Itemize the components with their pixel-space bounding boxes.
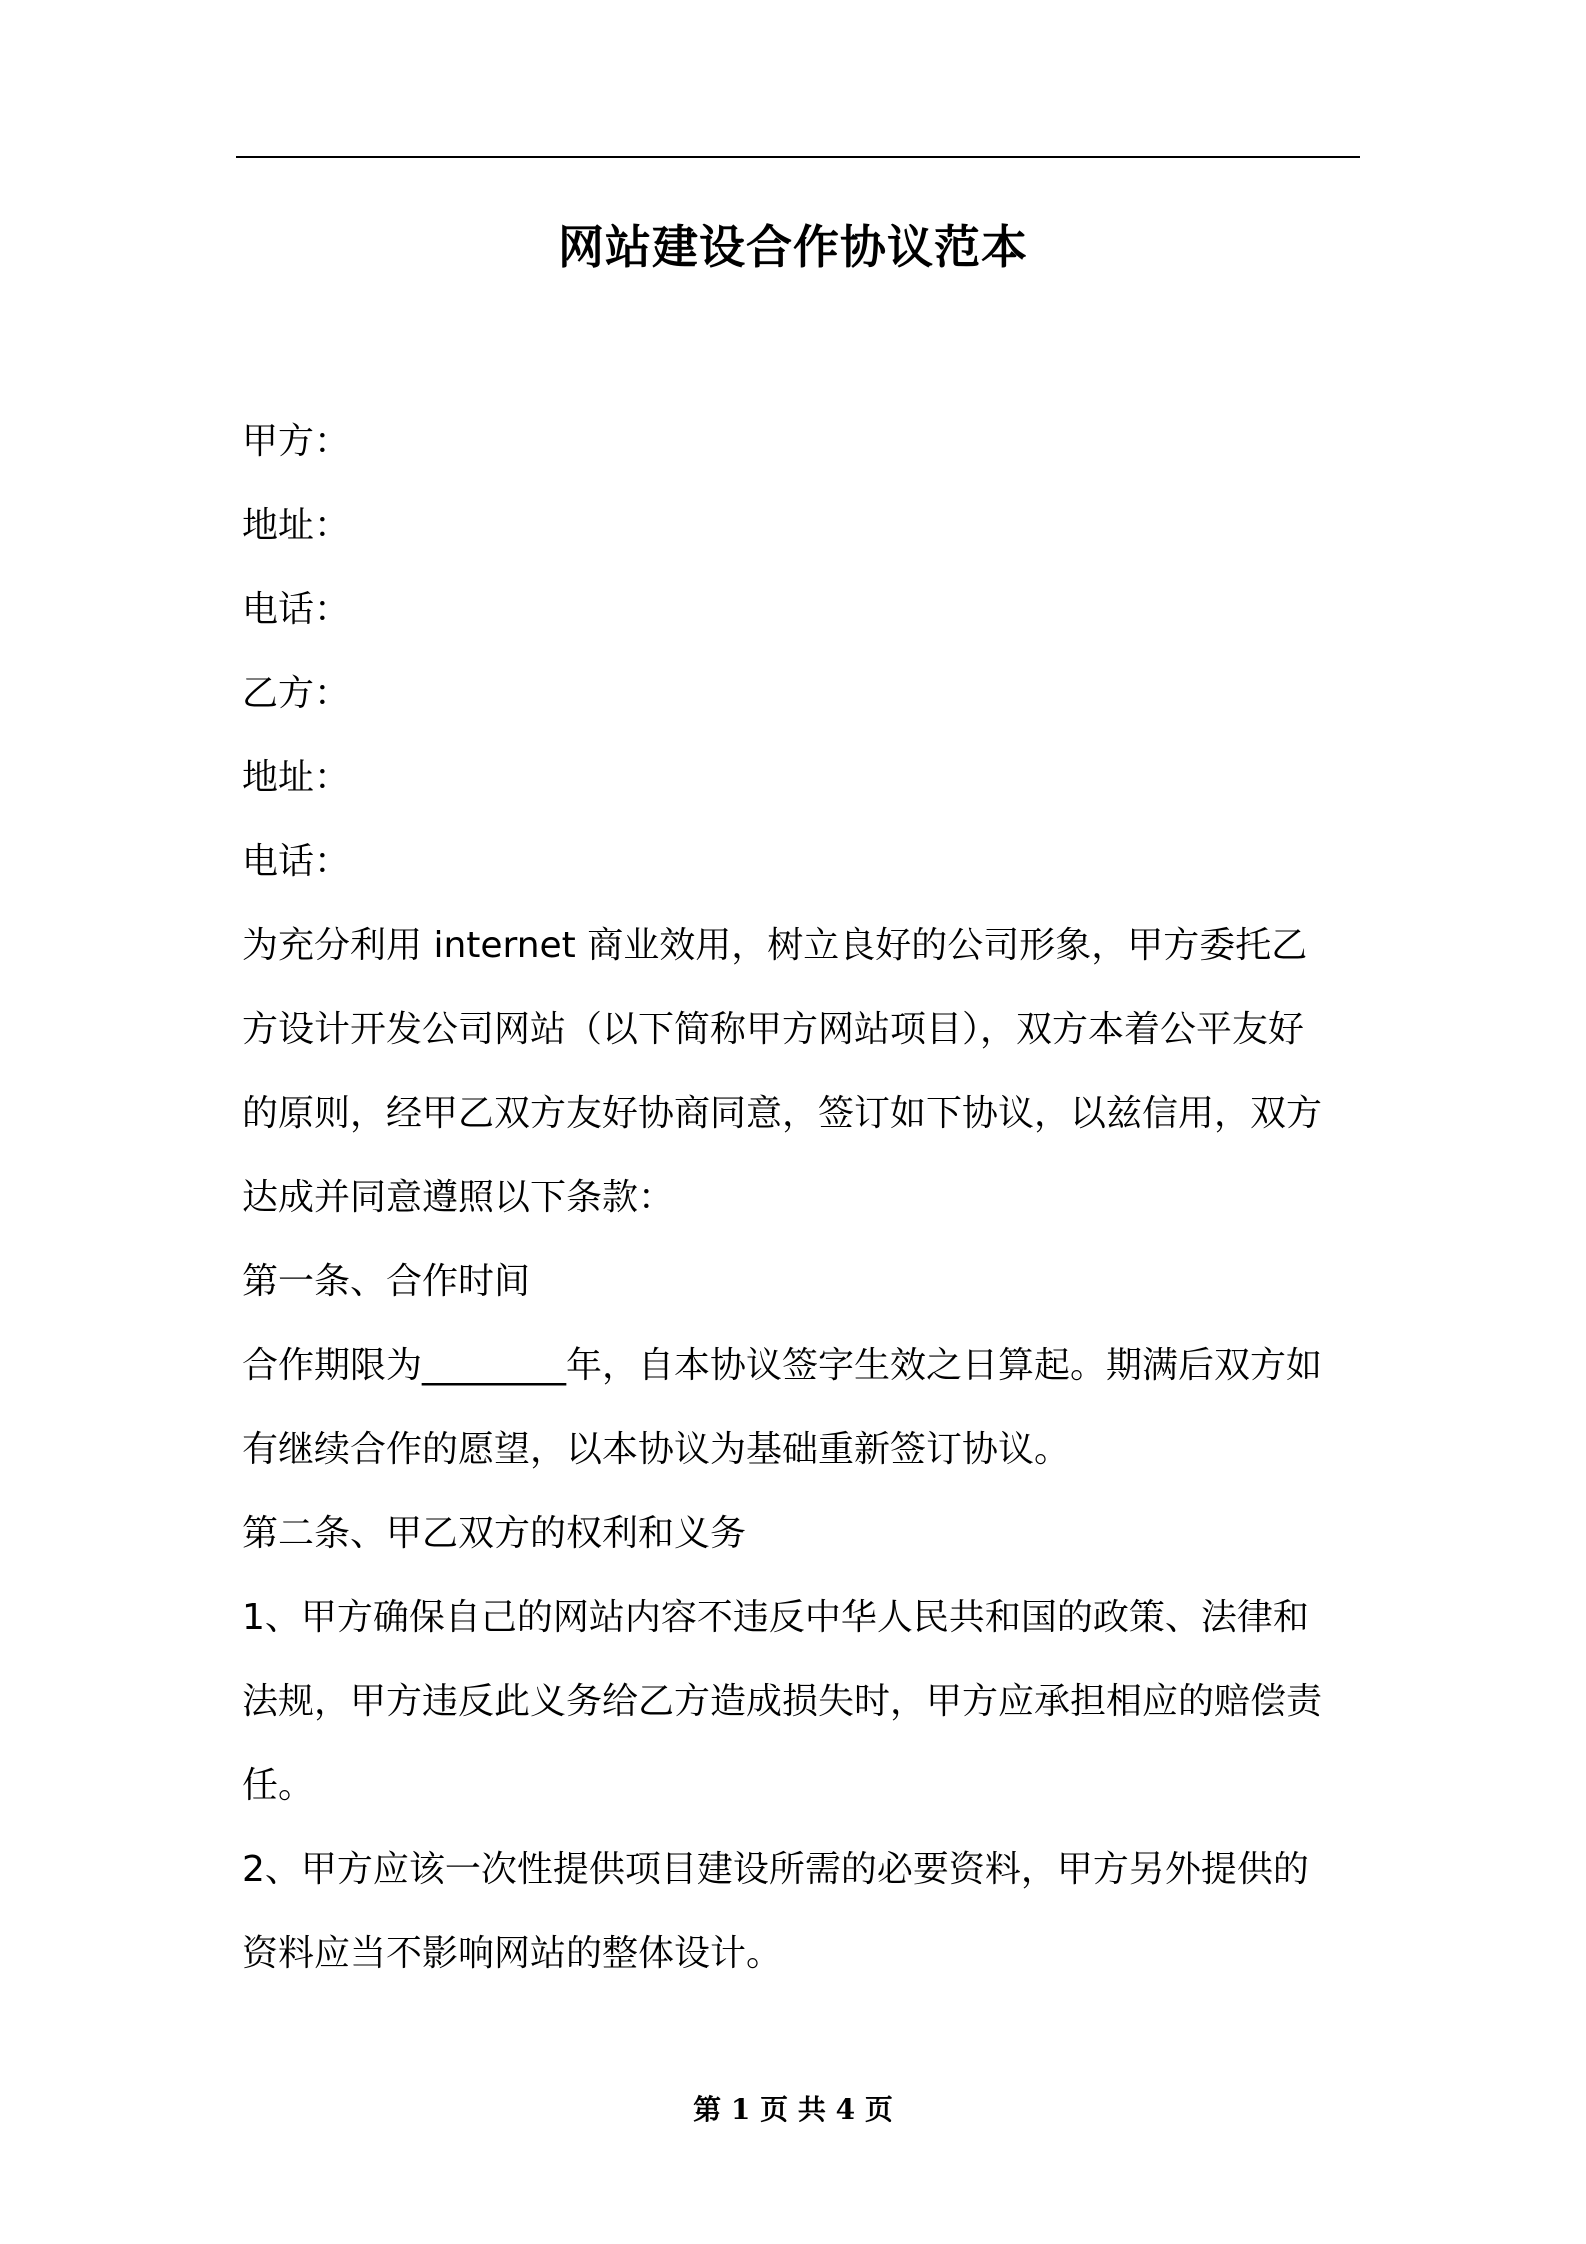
article-2-heading: 第二条、甲乙双方的权利和义务 [242, 1513, 747, 1554]
article-1-heading: 第一条、合作时间 [242, 1261, 531, 1302]
document-body [242, 400, 1360, 1996]
party-b-address-label: 地址： [242, 757, 351, 798]
article-1-line: 合作期限为________年，自本协议签字生效之日算起。期满后双方如 [242, 1345, 1323, 1386]
party-a-address-label: 地址： [242, 505, 351, 546]
article-1-line: 有继续合作的愿望，以本协议为基础重新签订协议。 [242, 1429, 1071, 1470]
intro-line: 达成并同意遵照以下条款： [242, 1177, 675, 1218]
item-2-line: 2、甲方应该一次性提供项目建设所需的必要资料，甲方另外提供的 [242, 1849, 1309, 1890]
item-1-line: 任。 [242, 1765, 315, 1806]
page-indicator: 第 1 页 共 4 页 [693, 2093, 893, 2126]
header-rule [236, 156, 1360, 158]
party-b-phone-label: 电话： [242, 841, 351, 882]
item-2-line: 资料应当不影响网站的整体设计。 [242, 1933, 783, 1974]
party-b-label: 乙方： [242, 673, 351, 714]
item-1-line: 法规，甲方违反此义务给乙方造成损失时，甲方应承担相应的赔偿责 [242, 1681, 1323, 1722]
intro-line: 为充分利用 internet 商业效用，树立良好的公司形象，甲方委托乙 [242, 925, 1308, 966]
intro-line: 的原则，经甲乙双方友好协商同意，签订如下协议，以兹信用，双方 [242, 1093, 1323, 1134]
document-title: 网站建设合作协议范本 [558, 220, 1028, 274]
party-a-phone-label: 电话： [242, 589, 351, 630]
intro-line: 方设计开发公司网站（以下简称甲方网站项目），双方本着公平友好 [242, 1009, 1305, 1050]
party-a-label: 甲方： [242, 421, 351, 462]
item-1-line: 1、甲方确保自己的网站内容不违反中华人民共和国的政策、法律和 [242, 1597, 1309, 1638]
